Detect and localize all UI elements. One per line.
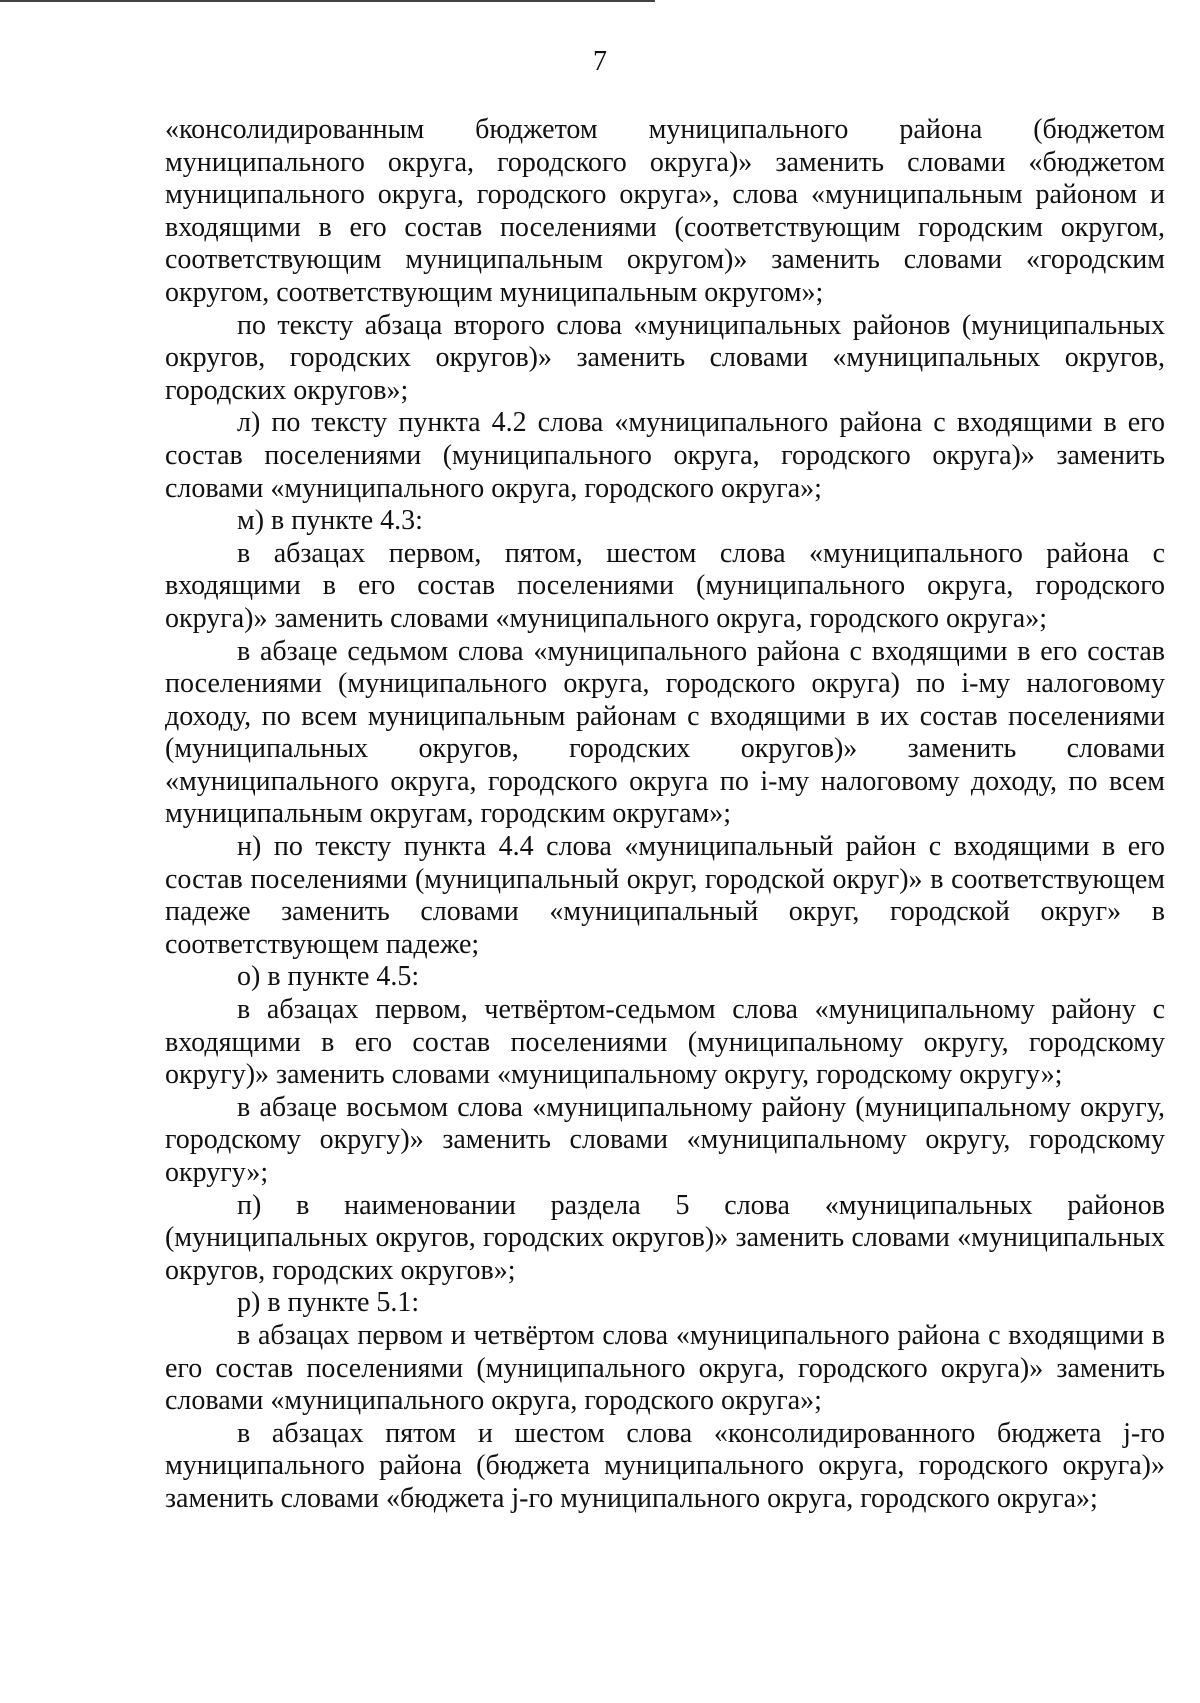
paragraph: в абзацах первом, четвёртом-седьмом слова «муниципальному району с входящими в его состав поселениями (муниципальному округу, городскому округу)» заменить словами «муниципальному округу, городскому округу»;: [165, 994, 1165, 1091]
paragraph: п) в наименовании раздела 5 слова «муниципальных районов (муниципальных округов, городских округов)» заменить словами «муниципальных округов, городских округов»;: [165, 1189, 1165, 1286]
paragraph: о) в пункте 4.5:: [237, 961, 420, 993]
paragraph: в абзаце седьмом слова «муниципального района с входящими в его состав поселениями (муниципального округа, городского округа) по i-му налоговому доходу, по всем муниципальным районам с входящими в их состав поселениями (муниципальных округов, городских округов)» заменить словами «муниципального округа, городского округа по i-му налоговому доходу, по всем муниципальным округам, городским округам»;: [165, 635, 1165, 830]
top-rule: [0, 0, 655, 2]
paragraph: в абзаце восьмом слова «муниципальному району (муниципальному округу, городскому округу)» заменить словами «муниципальному округу, городскому округу»;: [165, 1091, 1165, 1188]
paragraph: по тексту абзаца второго слова «муниципальных районов (муниципальных округов, городских округов)» заменить словами «муниципальных округов, городских округов»;: [165, 309, 1165, 406]
paragraph: м) в пункте 4.3:: [237, 505, 423, 537]
page-number: 7: [593, 46, 607, 77]
paragraph: в абзацах первом, пятом, шестом слова «муниципального района с входящими в его состав поселениями (муниципального округа, городского округа)» заменить словами «муниципального округа, городского округа»;: [165, 537, 1165, 634]
paragraph: н) по тексту пункта 4.4 слова «муниципальный район с входящими в его состав поселениями (муниципальный округ, городской округ)» в соответствующем падеже заменить словами «муниципальный округ, городской округ» в соответствующем падеже;: [165, 831, 1165, 960]
paragraph: в абзацах пятом и шестом слова «консолидированного бюджета j-го муниципального района (бюджета муниципального округа, городского округа)» заменить словами «бюджета j-го муниципального округа, городского округа»;: [165, 1417, 1165, 1514]
paragraph: в абзацах первом и четвёртом слова «муниципального района с входящими в его состав поселениями (муниципального округа, городского округа)» заменить словами «муниципального округа, городского округа»;: [165, 1319, 1165, 1417]
document-body: [165, 114, 1165, 1516]
paragraph: р) в пункте 5.1:: [237, 1287, 420, 1319]
paragraph: л) по тексту пункта 4.2 слова «муниципального района с входящими в его состав поселениями (муниципального округа, городского округа)» заменить словами «муниципального округа, городского округа»;: [165, 407, 1165, 504]
paragraph: «консолидированным бюджетом муниципального района (бюджетом муниципального округа, городского округа)» заменить словами «бюджетом муниципального округа, городского округа», слова «муниципальным районом и входящими в его состав поселениями (соответствующим городским округом, соответствующим муниципальным округом)» заменить словами «городским округом, соответствующим муниципальным округом»;: [165, 114, 1165, 308]
